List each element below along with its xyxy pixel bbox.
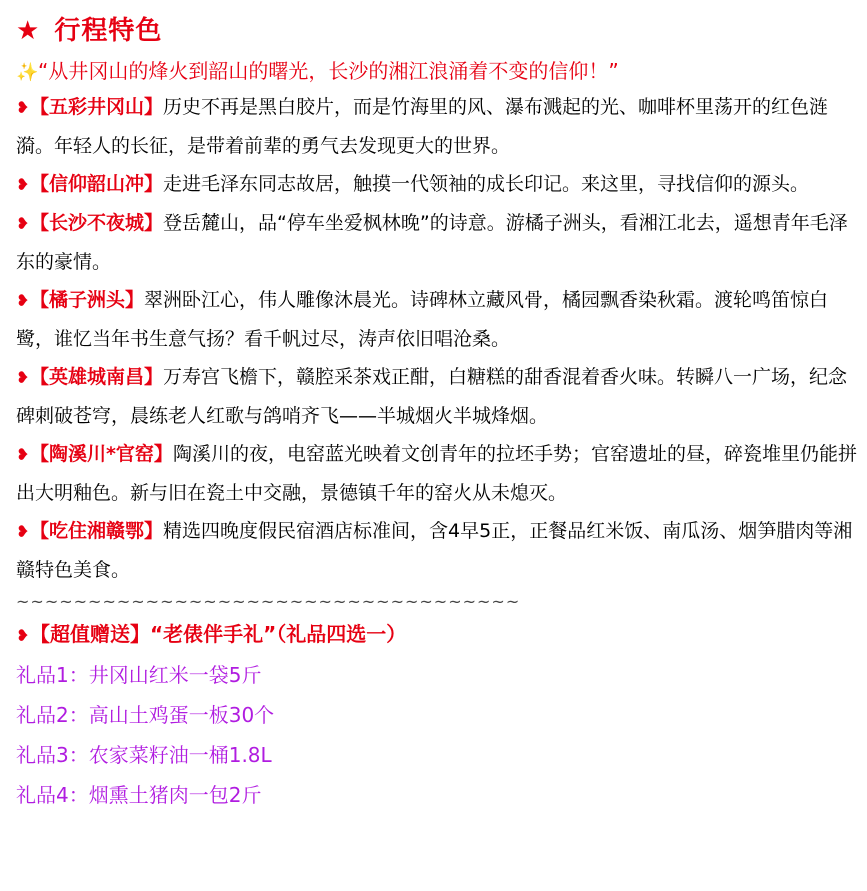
heart-bullet-icon: ❥	[16, 175, 30, 194]
feature-tag: 【信仰韶山冲】	[30, 173, 164, 195]
feature-item-nanchang	[16, 358, 858, 435]
gift-section-title	[16, 615, 858, 655]
gift-option-4: 礼品4：烟熏土猪肉一包2斤	[16, 783, 262, 807]
feature-item-jinggangshan	[16, 88, 858, 165]
heart-bullet-icon: ❥	[16, 368, 30, 387]
feature-tag: 【橘子洲头】	[30, 289, 145, 311]
tilde-divider: ~~~~~~~~~~~~~~~~~~~~~~~~~~~~~~~~~~~	[16, 592, 521, 611]
heart-bullet-icon: ❥	[16, 626, 30, 645]
gift-section-tag: 【超值赠送】	[30, 622, 150, 646]
feature-tag: 【五彩井冈山】	[30, 96, 164, 118]
gift-option-1: 礼品1：井冈山红米一袋5斤	[16, 663, 262, 687]
feature-text: 翠洲卧江心，伟人雕像沐晨光。诗碑林立藏风骨，橘园飘香染秋霜。渡轮鸣笛惊白鹭，谁忆当年书生意气扬？看千帆过尽，涛声依旧唱沧桑。	[16, 289, 829, 350]
feature-item-juzizhou	[16, 281, 858, 358]
gift-section-text: “老俵伴手礼”（礼品四选一）	[150, 622, 407, 646]
feature-tag: 【陶溪川*官窑】	[30, 443, 173, 465]
feature-text: 陶溪川的夜，电窑蓝光映着文创青年的拉坯手势；官窑遗址的昼，碎瓷堆里仍能拼出大明釉色。新与旧在瓷土中交融，景德镇千年的窑火从未熄灭。	[16, 443, 857, 504]
feature-item-changsha	[16, 204, 858, 281]
feature-text: 精选四晚度假民宿酒店标准间，含4早5正，正餐品红米饭、南瓜汤、烟笋腊肉等湘赣特色美食。	[16, 520, 853, 581]
heart-bullet-icon: ❥	[16, 445, 30, 464]
heart-bullet-icon: ❥	[16, 291, 30, 310]
feature-text: 万寿宫飞檐下，赣腔采茶戏正酣，白糖糕的甜香混着香火味。转瞬八一广场，纪念碑刺破苍穹，晨练老人红歌与鸽哨齐飞——半城烟火半城烽烟。	[16, 366, 848, 427]
heart-bullet-icon: ❥	[16, 522, 30, 541]
feature-tag: 【英雄城南昌】	[30, 366, 164, 388]
heart-bullet-icon: ❥	[16, 214, 30, 233]
intro-quote	[16, 54, 858, 88]
star-icon: ★	[16, 16, 41, 46]
feature-text: 登岳麓山，品“停车坐爱枫林晚”的诗意。游橘子洲头，看湘江北去，遥想青年毛泽东的豪情。	[16, 212, 848, 273]
gift-option-2: 礼品2：高山土鸡蛋一板30个	[16, 703, 275, 727]
feature-item-accommodation	[16, 512, 858, 589]
feature-item-shaoshan	[16, 165, 858, 204]
section-title	[16, 10, 858, 52]
itinerary-features	[16, 10, 858, 815]
gift-option-3: 礼品3：农家菜籽油一桶1.8L	[16, 743, 272, 767]
feature-tag: 【长沙不夜城】	[30, 212, 164, 234]
feature-item-taoxichuan	[16, 435, 858, 512]
feature-text: 历史不再是黑白胶片，而是竹海里的风、瀑布溅起的光、咖啡杯里荡开的红色涟漪。年轻人的长征，是带着前辈的勇气去发现更大的世界。	[16, 96, 829, 157]
section-title-text: 行程特色	[54, 16, 163, 46]
intro-quote-text: “从井冈山的烽火到韶山的曙光，长沙的湘江浪涌着不变的信仰！”	[38, 59, 619, 83]
heart-bullet-icon: ❥	[16, 98, 30, 117]
sparkles-icon: ✨	[16, 62, 39, 83]
feature-text: 走进毛泽东同志故居，触摸一代领袖的成长印记。来这里，寻找信仰的源头。	[163, 173, 810, 195]
feature-tag: 【吃住湘赣鄂】	[30, 520, 164, 542]
